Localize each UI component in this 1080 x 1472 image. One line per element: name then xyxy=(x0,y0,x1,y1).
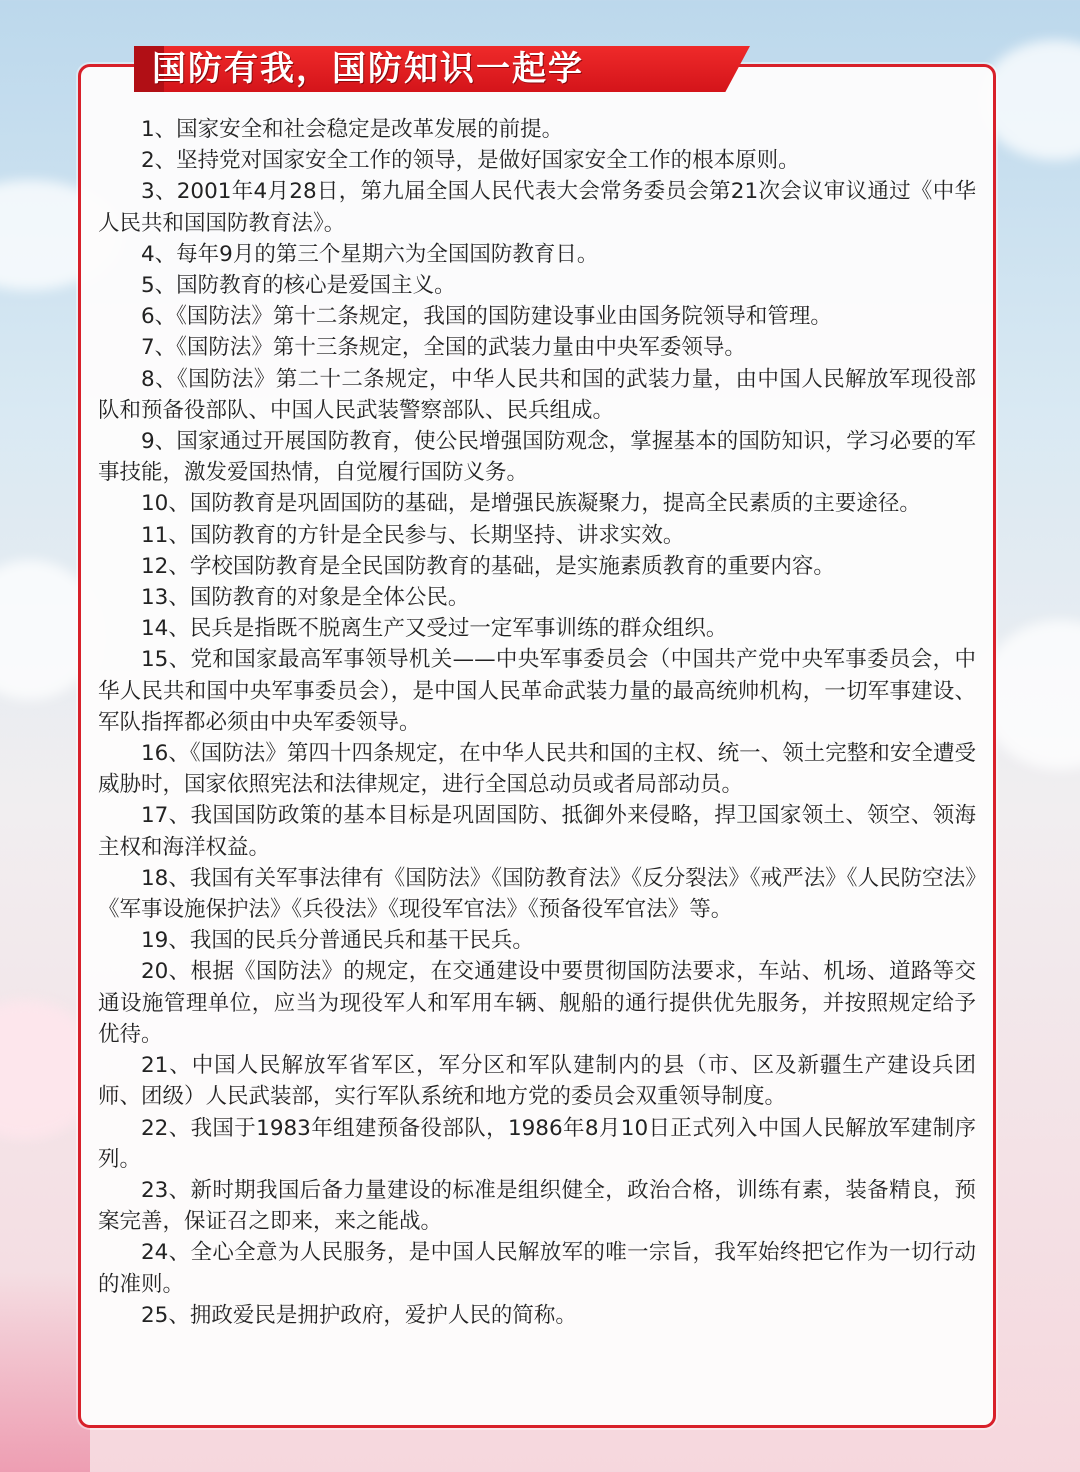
list-item: 3、2001年4月28日，第九届全国人民代表大会常务委员会第21次会议审议通过《中华人民共和国国防教育法》。 xyxy=(98,179,976,236)
background-decoration xyxy=(0,1272,90,1472)
list-item: 8、《国防法》第二十二条规定，中华人民共和国的武装力量，由中国人民解放军现役部队和预备役部队、中国人民武装警察部队、民兵组成。 xyxy=(98,366,976,423)
list-item: 6、《国防法》第十二条规定，我国的国防建设事业由国务院领导和管理。 xyxy=(141,304,832,330)
list-item: 23、新时期我国后备力量建设的标准是组织健全，政治合格，训练有素，装备精良，预案完善，保证召之即来，来之能战。 xyxy=(98,1177,976,1235)
list-item: 24、全心全意为人民服务，是中国人民解放军的唯一宗旨，我军始终把它作为一切行动的准则。 xyxy=(98,1240,976,1297)
list-item: 19、我国的民兵分普通民兵和基干民兵。 xyxy=(141,928,534,954)
list-item: 22、我国于1983年组建预备役部队，1986年8月10日正式列入中国人民解放军建制序列。 xyxy=(98,1115,976,1172)
list-item: 20、根据《国防法》的规定，在交通建设中要贯彻国防法要求，车站、机场、道路等交通设施管理单位，应当为现役军人和军用车辆、舰船的通行提供优先服务，并按照规定给予优待。 xyxy=(98,959,976,1047)
list-item: 11、国防教育的方针是全民参与、长期坚持、讲求实效。 xyxy=(141,522,685,548)
list-item: 10、国防教育是巩固国防的基础，是增强民族凝聚力，提高全民素质的主要途径。 xyxy=(141,491,921,517)
page-title: 国防有我，国防知识一起学 xyxy=(152,49,584,89)
list-item: 7、《国防法》第十三条规定，全国的武装力量由中央军委领导。 xyxy=(141,335,746,361)
list-item: 18、我国有关军事法律有《国防法》《国防教育法》《反分裂法》《戒严法》《人民防空法》《军事设施保护法》《兵役法》《现役军官法》《预备役军官法》等。 xyxy=(98,865,976,923)
list-item: 12、学校国防教育是全民国防教育的基础，是实施素质教育的重要内容。 xyxy=(141,553,835,579)
list-item: 25、拥政爱民是拥护政府，爱护人民的简称。 xyxy=(141,1302,577,1328)
knowledge-list xyxy=(98,114,976,1331)
list-item: 13、国防教育的对象是全体公民。 xyxy=(141,585,470,611)
list-item: 2、坚持党对国家安全工作的领导，是做好国家安全工作的根本原则。 xyxy=(141,148,800,174)
list-item: 1、国家安全和社会稳定是改革发展的前提。 xyxy=(141,117,564,142)
list-item: 5、国防教育的核心是爱国主义。 xyxy=(141,273,456,299)
list-item: 14、民兵是指既不脱离生产又受过一定军事训练的群众组织。 xyxy=(141,616,728,642)
list-item: 21、中国人民解放军省军区，军分区和军队建制内的县（市、区及新疆生产建设兵团师、团级）人民武装部，实行军队系统和地方党的委员会双重领导制度。 xyxy=(98,1053,976,1110)
list-item: 4、每年9月的第三个星期六为全国国防教育日。 xyxy=(141,241,599,267)
list-item: 17、我国国防政策的基本目标是巩固国防、抵御外来侵略，捍卫国家领土、领空、领海主权和海洋权益。 xyxy=(98,803,976,860)
list-item: 15、党和国家最高军事领导机关——中央军事委员会（中国共产党中央军事委员会，中华人民共和国中央军事委员会），是中国人民革命武装力量的最高统帅机构，一切军事建设、军队指挥都必须由中央军委领导。 xyxy=(98,647,976,735)
list-item: 16、《国防法》第四十四条规定，在中华人民共和国的主权、统一、领土完整和安全遭受威胁时，国家依照宪法和法律规定，进行全国总动员或者局部动员。 xyxy=(98,741,976,798)
list-item: 9、国家通过开展国防教育，使公民增强国防观念，掌握基本的国防知识，学习必要的军事技能，激发爱国热情，自觉履行国防义务。 xyxy=(98,429,976,486)
